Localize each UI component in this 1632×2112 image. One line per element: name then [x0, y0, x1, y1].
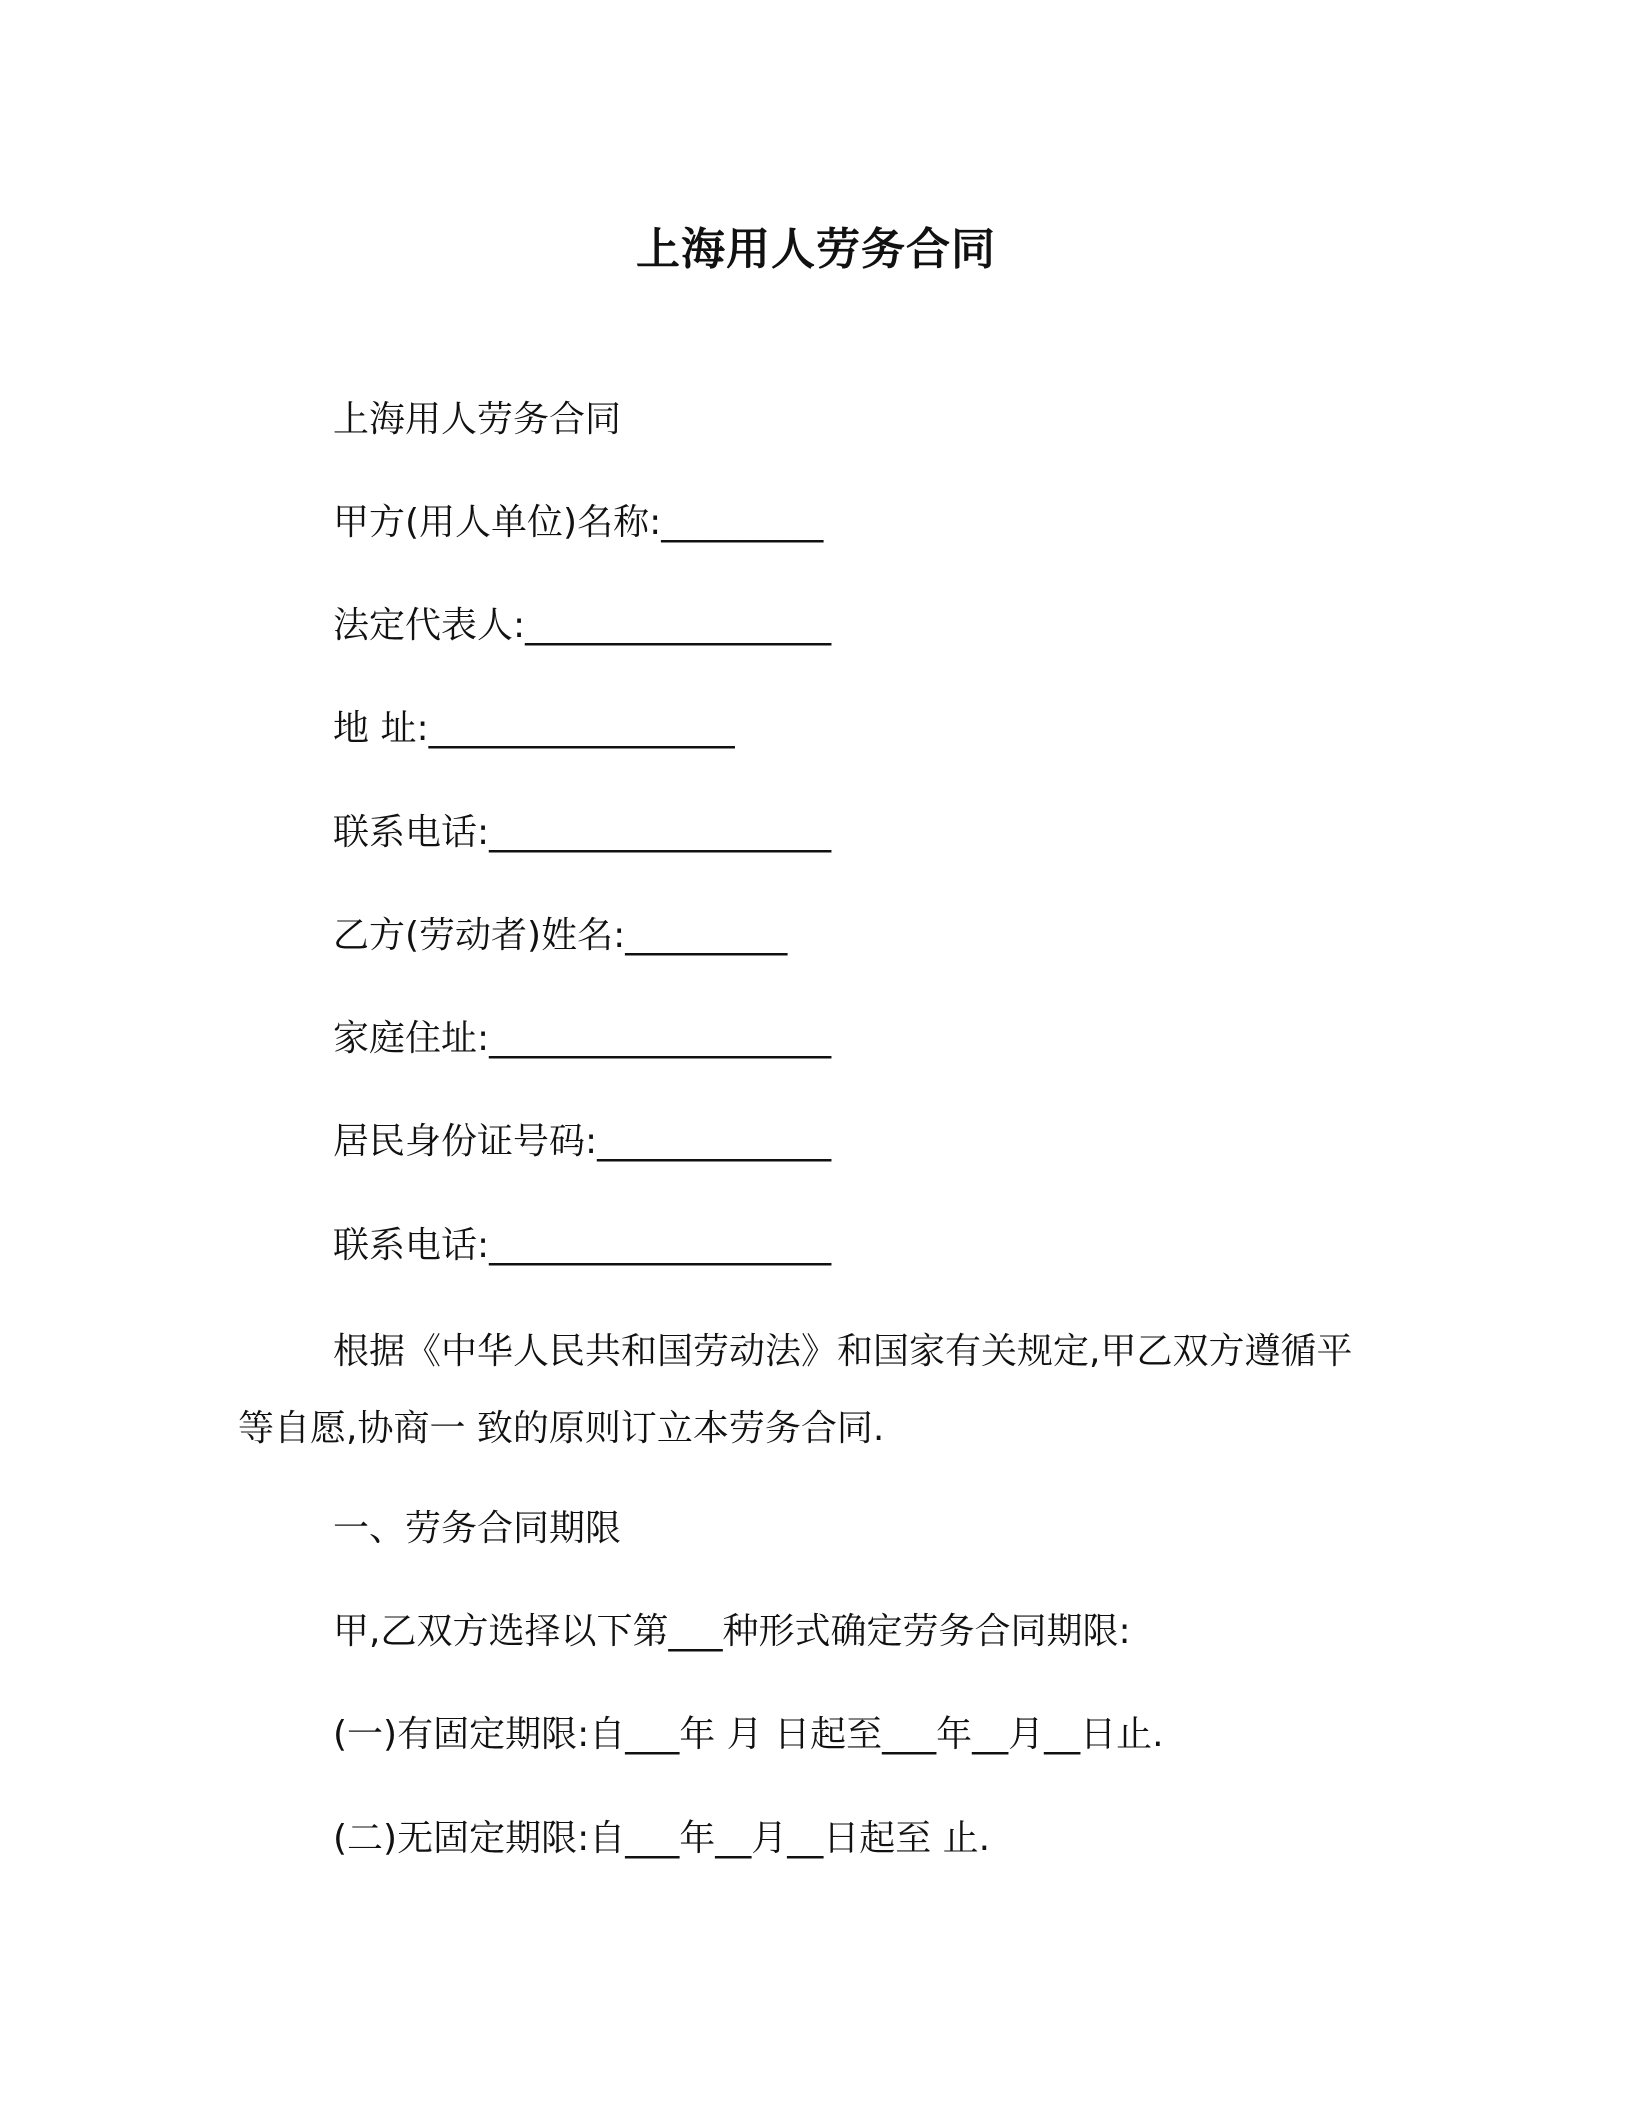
- section-1-intro: 甲,乙双方选择以下第___种形式确定劳务合同期限:: [333, 1611, 1131, 1652]
- address-field: 地 址:_________________: [333, 708, 735, 749]
- party-b-phone-field: 联系电话:___________________: [333, 1225, 832, 1266]
- party-a-phone-field: 联系电话:___________________: [333, 812, 832, 853]
- subtitle-line: 上海用人劳务合同: [333, 399, 622, 440]
- id-number-field: 居民身份证号码:_____________: [333, 1121, 832, 1162]
- term-option-2: (二)无固定期限:自___年__月__日起至 止.: [333, 1818, 991, 1859]
- term-option-1: (一)有固定期限:自___年 月 日起至___年__月__日止.: [333, 1714, 1164, 1755]
- document-title: 上海用人劳务合同: [636, 224, 996, 275]
- preamble-paragraph: 根据《中华人民共和国劳动法》和国家有关规定,甲乙双方遵循平等自愿,协商一 致的原则订立本劳务合同.: [238, 1331, 1353, 1449]
- section-1-heading: 一、劳务合同期限: [333, 1508, 622, 1549]
- party-b-name-field: 乙方(劳动者)姓名:_________: [333, 915, 788, 956]
- home-address-field: 家庭住址:___________________: [333, 1018, 832, 1059]
- legal-representative-field: 法定代表人:_________________: [333, 605, 832, 646]
- party-a-name-field: 甲方(用人单位)名称:_________: [333, 502, 824, 543]
